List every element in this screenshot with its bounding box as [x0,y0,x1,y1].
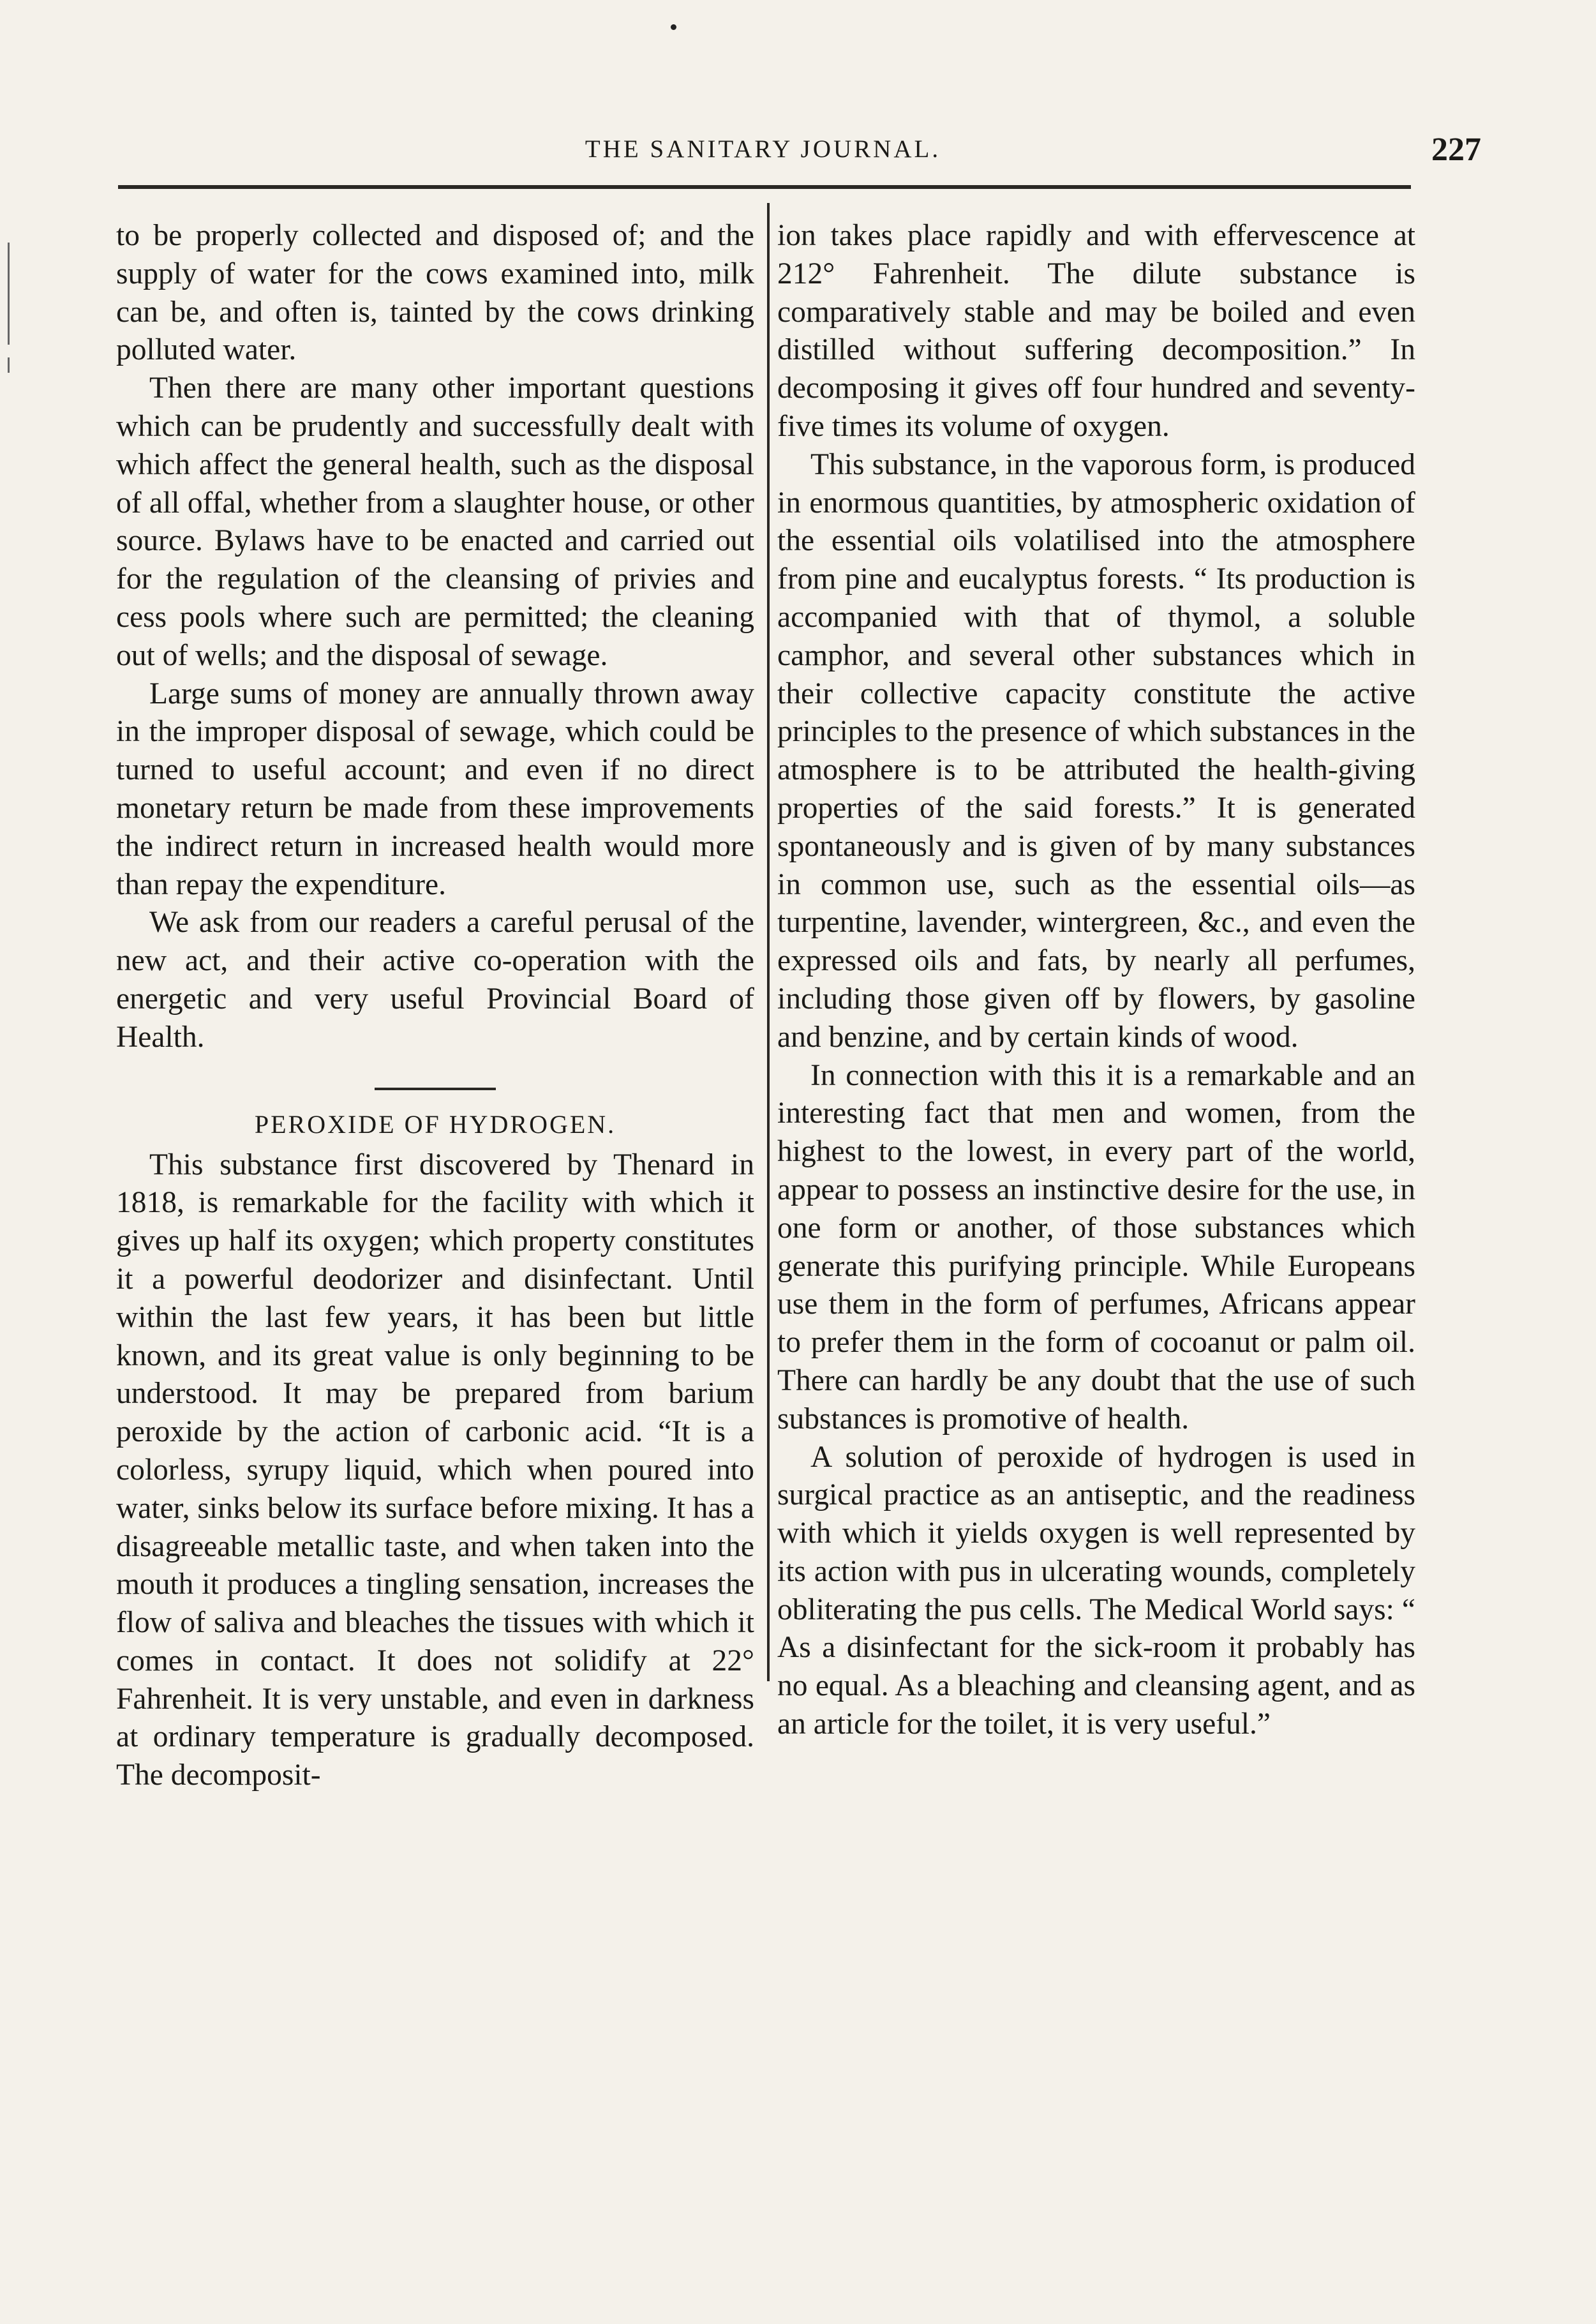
section-heading: PEROXIDE OF HYDROGEN. [254,1109,616,1139]
journal-title: THE SANITARY JOURNAL. [585,135,941,163]
paragraph: A solution of peroxide of hydrogen is used in surgical practice as an antiseptic, and the readiness with which it yields oxygen is well represented by its action with pus in ulcerating wounds, completely obliterating the pus cells. The Medical World says: “ As a disinfectant for the sick-room it probably has no equal. As a bleaching and cleansing agent, and as an article for the toilet, it is very useful.” [777,1440,1415,1741]
paragraph: This substance first discovered by Thenard in 1818, is remarkable for the facility with which it gives up half its oxygen; which property constitutes it a powerful deodorizer and disinfectant. Until within the last few years, it has been but little known, and its great value is only beginning to be understood. It may be prepared from barium peroxide by the action of carbonic acid. “It is a colorless, syrupy liquid, which when poured into water, sinks below its surface before mixing. It has a disagreeable metallic taste, and when taken into the mouth it produces a tingling sensation, increases the flow of saliva and bleaches the tissues with which it comes in contact. It does not solidify at 22° Fahrenheit. It is very unstable, and even in darkness at ordinary temperature is gradually decomposed. The decomposit- [116,1148,754,1792]
paragraph: Large sums of money are annually thrown away in the improper disposal of sewage, which could be turned to useful account; and even if no direct monetary return be made from these improvements the indirect return in increased health would more than repay the expenditure. [116,677,754,901]
ink-speck [671,24,676,30]
paragraph: ion takes place rapidly and with effervescence at 212° Fahrenheit. The dilute substance is comparatively stable and may be boiled and even distilled without suffering decomposition.” In decomposing it gives off four hundred and seventy-five times its volume of oxygen. [777,219,1415,443]
page-number: 227 [1431,131,1481,168]
margin-mark [8,243,10,345]
section-divider [375,1088,496,1090]
paragraph: to be properly collected and disposed of; and the supply of water for the cows examined into, milk can be, and often is, tainted by the cows drinking polluted water. [116,219,754,367]
header-rule [118,185,1411,189]
right-column [777,217,1415,1744]
column-divider [767,203,770,1681]
paragraph: We ask from our readers a careful perusal of the new act, and their active co-operation with the energetic and very useful Provincial Board of Health. [116,906,754,1054]
margin-mark [8,357,10,373]
paragraph: Then there are many other important questions which can be prudently and successfully dealt with which affect the general health, such as the disposal of all offal, whether from a slaughter house, or other source. Bylaws have to be enacted and carried out for the regulation of the cleansing of privies and cess pools where such are permitted; the cleaning out of wells; and the disposal of sewage. [116,371,754,672]
paragraph: In connection with this it is a remarkable and an interesting fact that men and women, from the highest to the lowest, in every part of the world, appear to possess an instinctive desire for the use, in one form or another, of those substances which generate this purifying principle. While Europeans use them in the form of perfumes, Africans appear to prefer them in the form of cocoanut or palm oil. There can hardly be any doubt that the use of such substances is promotive of health. [777,1058,1415,1436]
paragraph: This substance, in the vaporous form, is produced in enormous quantities, by atmospheric oxidation of the essential oils volatilised into the atmosphere from pine and eucalyptus forests. “ Its production is accompanied with that of thymol, a soluble camphor, and several other substances which in their collective capacity constitute the active principles to the presence of which substances in the atmosphere is to be attributed the health-giving properties of the said forests.” It is generated spontaneously and is given of by many substances in common use, such as the essential oils—as turpentine, lavender, wintergreen, &c., and even the expressed oils and fats, by nearly all perfumes, including those given off by flowers, by gasoline and benzine, and by certain kinds of wood. [777,447,1415,1054]
left-column [116,217,754,1795]
running-head [115,131,1481,176]
